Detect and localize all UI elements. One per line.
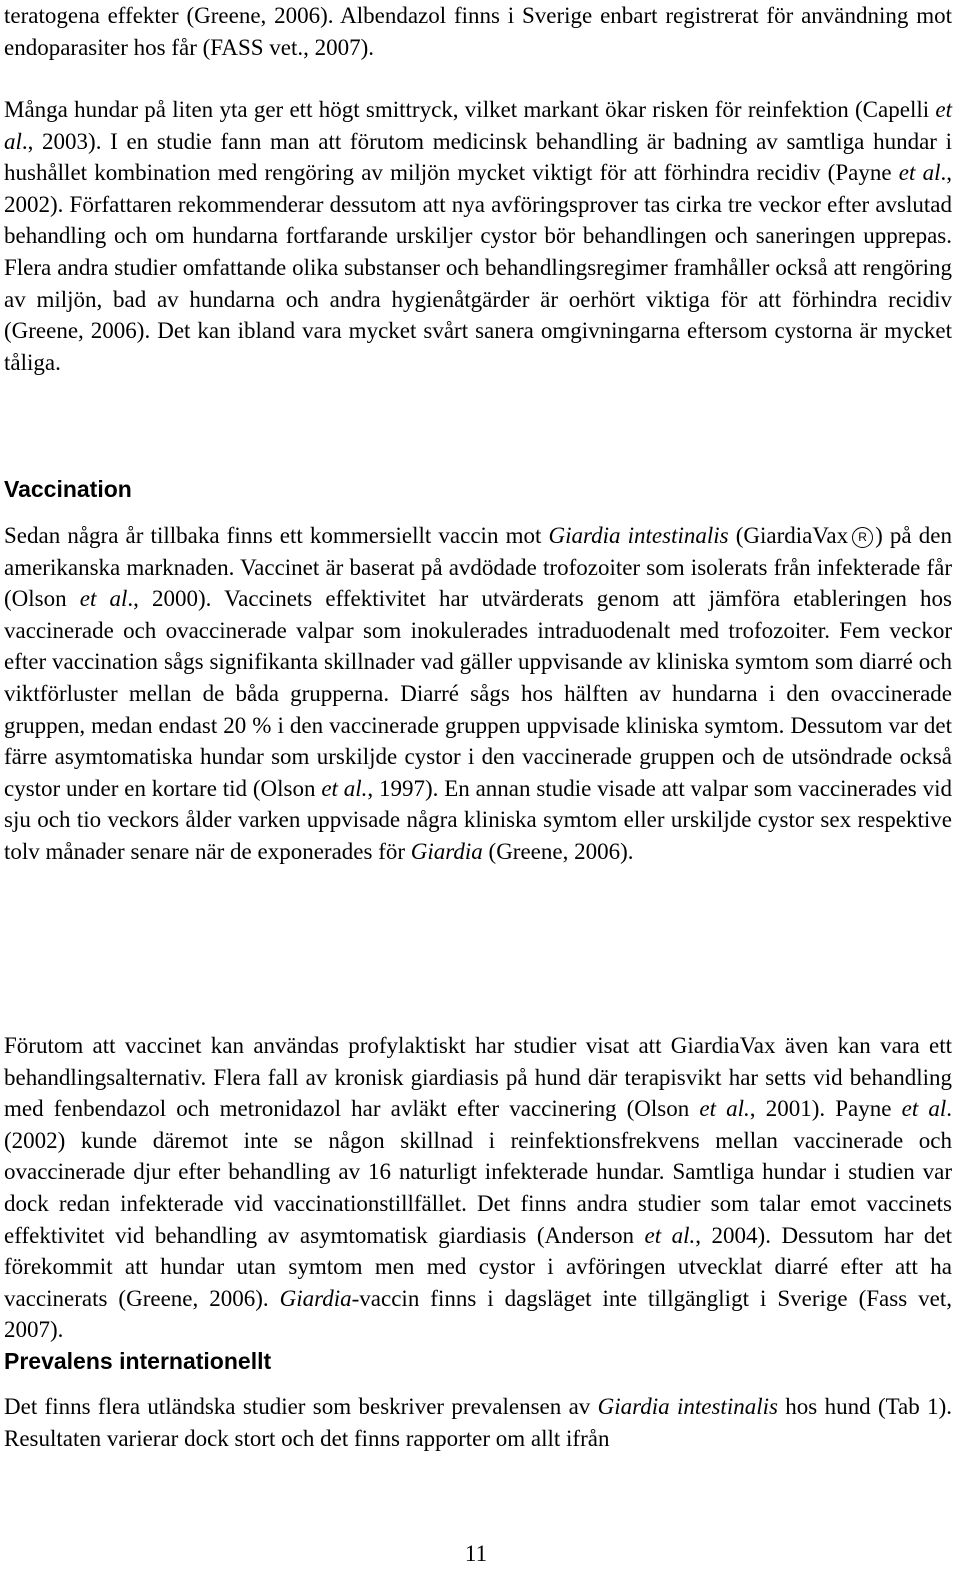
heading-prevalens: Prevalens internationellt (4, 1348, 272, 1374)
paragraph-albendazol (4, 0, 952, 63)
text-run: Sedan några år tillbaka finns ett kommersiellt vaccin mot (4, 523, 549, 548)
italic-text: et al. (644, 1222, 696, 1248)
text-run: -vaccin finns i dagsläget inte tillgängligt i Sverige (Fass vet, 2007). (4, 1285, 952, 1343)
text-run: Förutom att vaccinet kan användas profylaktiskt har studier visat att GiardiaVax även kan vara ett behandlingsalternativ. Flera fall av kronisk giardiasis på hund där terapisvikt har setts vid behandling med fenbendazol och metronidazol har avläkt efter vaccinering (Olson (4, 1033, 952, 1122)
text-run: (Greene, 2006). (482, 838, 634, 864)
italic-text: Giardia (279, 1285, 352, 1311)
text-run: teratogena effekter (Greene, 2006). Albendazol finns i Sverige enbart registrerat för användning mot endoparasiter hos får (FASS vet., 2007). (4, 3, 952, 60)
italic-text: et al. (699, 1096, 750, 1122)
text-run: , 1997). En annan studie visade att valpar som vaccinerades vid sju och tio veckors ålder varken uppvisade några kliniska symtom eller urskiljde cystor sex respektive tolv månader senare när de exponerades för (4, 775, 952, 864)
italic-text: Giardia (410, 838, 483, 864)
text-run: ., 2002). Författaren rekommenderar dessutom att nya avföringsprover tas cirka tre veckor efter avslutad behandling och om hundarna fortfarande urskiljer cystor bör behandlingen och saneringen upprepas. Flera andra studier omfattande olika substanser och behandlingsregimer framhåller också att rengöring av miljön, bad av hundarna och andra hygienåtgärder är oerhört viktiga för att förhindra recidiv (Greene, 2006). Det kan ibland vara mycket svårt sanera omgivningarna eftersom cystorna är mycket tåliga. (4, 160, 952, 375)
heading-vaccination: Vaccination (4, 476, 132, 502)
text-run: , 2001). Payne (749, 1096, 902, 1122)
text-run: . (2002) kunde däremot inte se någon skillnad i reinfektionsfrekvens mellan vaccinerade och ovaccinerade djur efter behandling av 16 naturligt infekterade hundar. Samtliga hundar i studien var dock redan infekterade vid vaccinationstillfället. Det finns andra studier som talar emot vaccinets effektivitet vid behandling av asymtomatisk giardiasis (Anderson (4, 1096, 952, 1248)
italic-text: et al (898, 160, 941, 186)
page-number: 11 (464, 1541, 488, 1566)
text-run: (GiardiaVax (728, 523, 849, 548)
text-run: Många hundar på liten yta ger ett högt smittryck, vilket markant ökar risken för reinfektion (Capelli (4, 97, 936, 122)
italic-text: et al (4, 97, 952, 154)
paragraph-reinfektion (4, 94, 952, 378)
paragraph-prevalens (4, 1391, 952, 1454)
paragraph-forutom (4, 1030, 952, 1346)
text-run: , 2004). Dessutom har det förekommit att hundar utan symtom men med cystor i avföringen utvecklat diarré efter att ha vaccinerats (Greene, 2006). (4, 1222, 953, 1311)
italic-text: et al (79, 586, 128, 612)
italic-text: Giardia intestinalis (597, 1394, 778, 1419)
text-run: ) på den amerikanska marknaden. Vaccinet är baserat på avdödade trofozoiter som isolerats från infekterade får (Olson (4, 523, 952, 612)
italic-text: et al. (321, 775, 368, 801)
italic-text: et al (901, 1096, 947, 1122)
registered-trademark-mark: R (852, 527, 873, 548)
text-run: ., 2003). I en studie fann man att förutom medicinsk behandling är badning av samtliga hundar i hushållet kombination med rengöring av miljön mycket viktigt för att förhindra recidiv (Payne (4, 128, 952, 186)
italic-text: Giardia intestinalis (548, 523, 729, 548)
text-run: Det finns flera utländska studier som beskriver prevalensen av (4, 1394, 598, 1419)
text-run: ., 2000). Vaccinets effektivitet har utvärderats genom att jämföra etableringen hos vaccinerade och ovaccinerade valpar som inokulerades intraduodenalt med trofozoiter. Fem veckor efter vaccination sågs signifikanta skillnader vad gäller uppvisande av kliniska symtom som diarré och viktförluster mellan de båda grupperna. Diarré sågs hos hälften av hundarna i den ovaccinerade gruppen, medan endast 20 % i den vaccinerade gruppen uppvisade kliniska symtom. Dessutom var det färre asymtomatiska hundar som urskiljde cystor i den vaccinerade gruppen och de utsöndrade också cystor under en kortare tid (Olson (4, 586, 952, 801)
paragraph-vaccin (4, 520, 952, 868)
text-run: hos hund (Tab 1). Resultaten varierar dock stort och det finns rapporter om allt ifrån (4, 1394, 953, 1451)
